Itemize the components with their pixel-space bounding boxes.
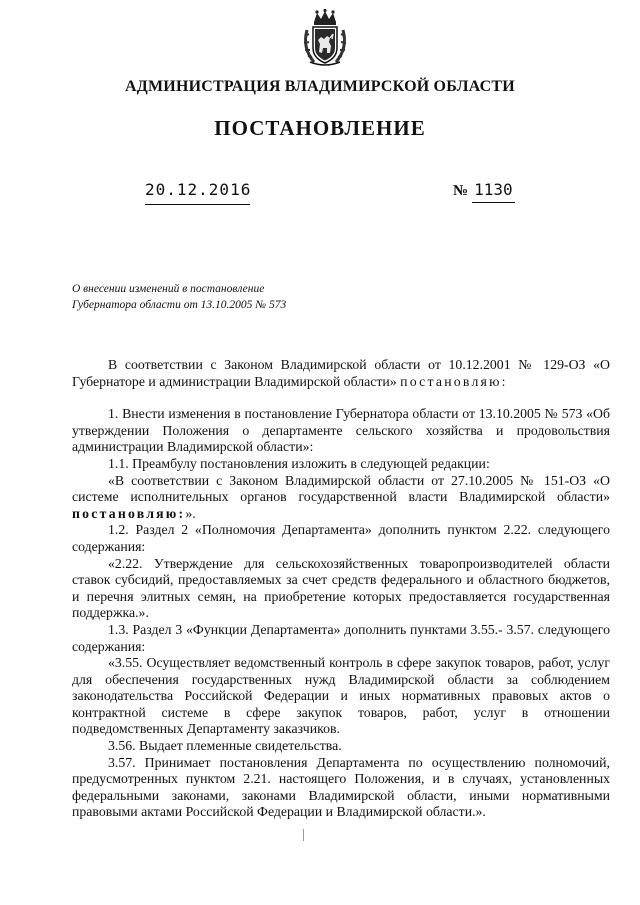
document-number: 1130 [472,178,515,203]
item-1-3-quote-3-57: 3.57. Принимает постановления Департамента по осуществлению полномочий, предусмотренных пунктом 2.21. настоящего Положения, и в случаях, установленных федеральными законами, законами Владимирской области, иными нормативными правовыми актами Российской Федерации и Владимирской области.». [72,754,610,820]
item-1-1: 1.1. Преамбулу постановления изложить в следующей редакции: [108,455,490,471]
preamble-paragraph [72,357,610,390]
item-1-1-decree-word: постановляю: [72,505,186,521]
item-1-1-quote [72,473,610,523]
item-1-1-quote-text: «В соответствии с Законом Владимирской области от 27.10.2005 № 151-ОЗ «О системе исполнительных органов государственной власти Владимирской области» [72,472,610,505]
item-1-2: 1.2. Раздел 2 «Полномочия Департамента» дополнить пунктом 2.22. следующего содержания: [72,522,610,554]
item-1-3-quote-3-55: «3.55. Осуществляет ведомственный контроль в сфере закупок товаров, работ, услуг для обеспечения государственных нужд Владимирской области за соблюдением законодательства Российской Федерации и иных нормативных правовых актов о контрактной системе в сфере закупок товаров, работ, услуг в отношении подведомственных Департаменту заказчиков. [72,655,610,737]
organization-name: АДМИНИСТРАЦИЯ ВЛАДИМИРСКОЙ ОБЛАСТИ [125,78,515,95]
subject-line-2: Губернатора области от 13.10.2005 № 573 [72,299,287,311]
number-sign: № [453,183,469,199]
item-1: 1. Внести изменения в постановление Губернатора области от 13.10.2005 № 573 «Об утверждении Положения о департаменте сельского хозяйства и продовольствия администрации Владимирской области»: [72,406,610,455]
subject-line-1: О внесении изменений в постановление [72,283,265,295]
document-body [72,357,610,821]
document-date-field [145,178,250,205]
scan-mark [303,829,304,841]
item-1-1-quote-end: ». [185,505,196,521]
document-date: 20.12.2016 [145,180,252,199]
document-subject [72,281,372,313]
preamble-text: В соответствии с Законом Владимирской области от 10.12.2001 № 129-ОЗ «О Губернаторе и администрации Владимирской области» [72,357,610,389]
item-1-3-quote-3-56: 3.56. Выдает племенные свидетельства. [108,738,342,754]
document-type-title: ПОСТАНОВЛЕНИЕ [214,116,426,140]
item-1-2-quote: «2.22. Утверждение для сельскохозяйственных товаропроизводителей области ставок субсидий, предоставляемых за счет средств федерального и областного бюджетов, и перечня элитных семян, на приобретение которых предоставляется государственная поддержка.». [72,555,610,621]
item-1-3: 1.3. Раздел 3 «Функции Департамента» дополнить пунктами 3.55.- 3.57. следующего содержания: [72,621,610,654]
preamble-decree-word: постановляю: [400,373,508,389]
vladimir-region-coat-of-arms-icon [300,8,350,68]
document-number-field [453,178,511,204]
